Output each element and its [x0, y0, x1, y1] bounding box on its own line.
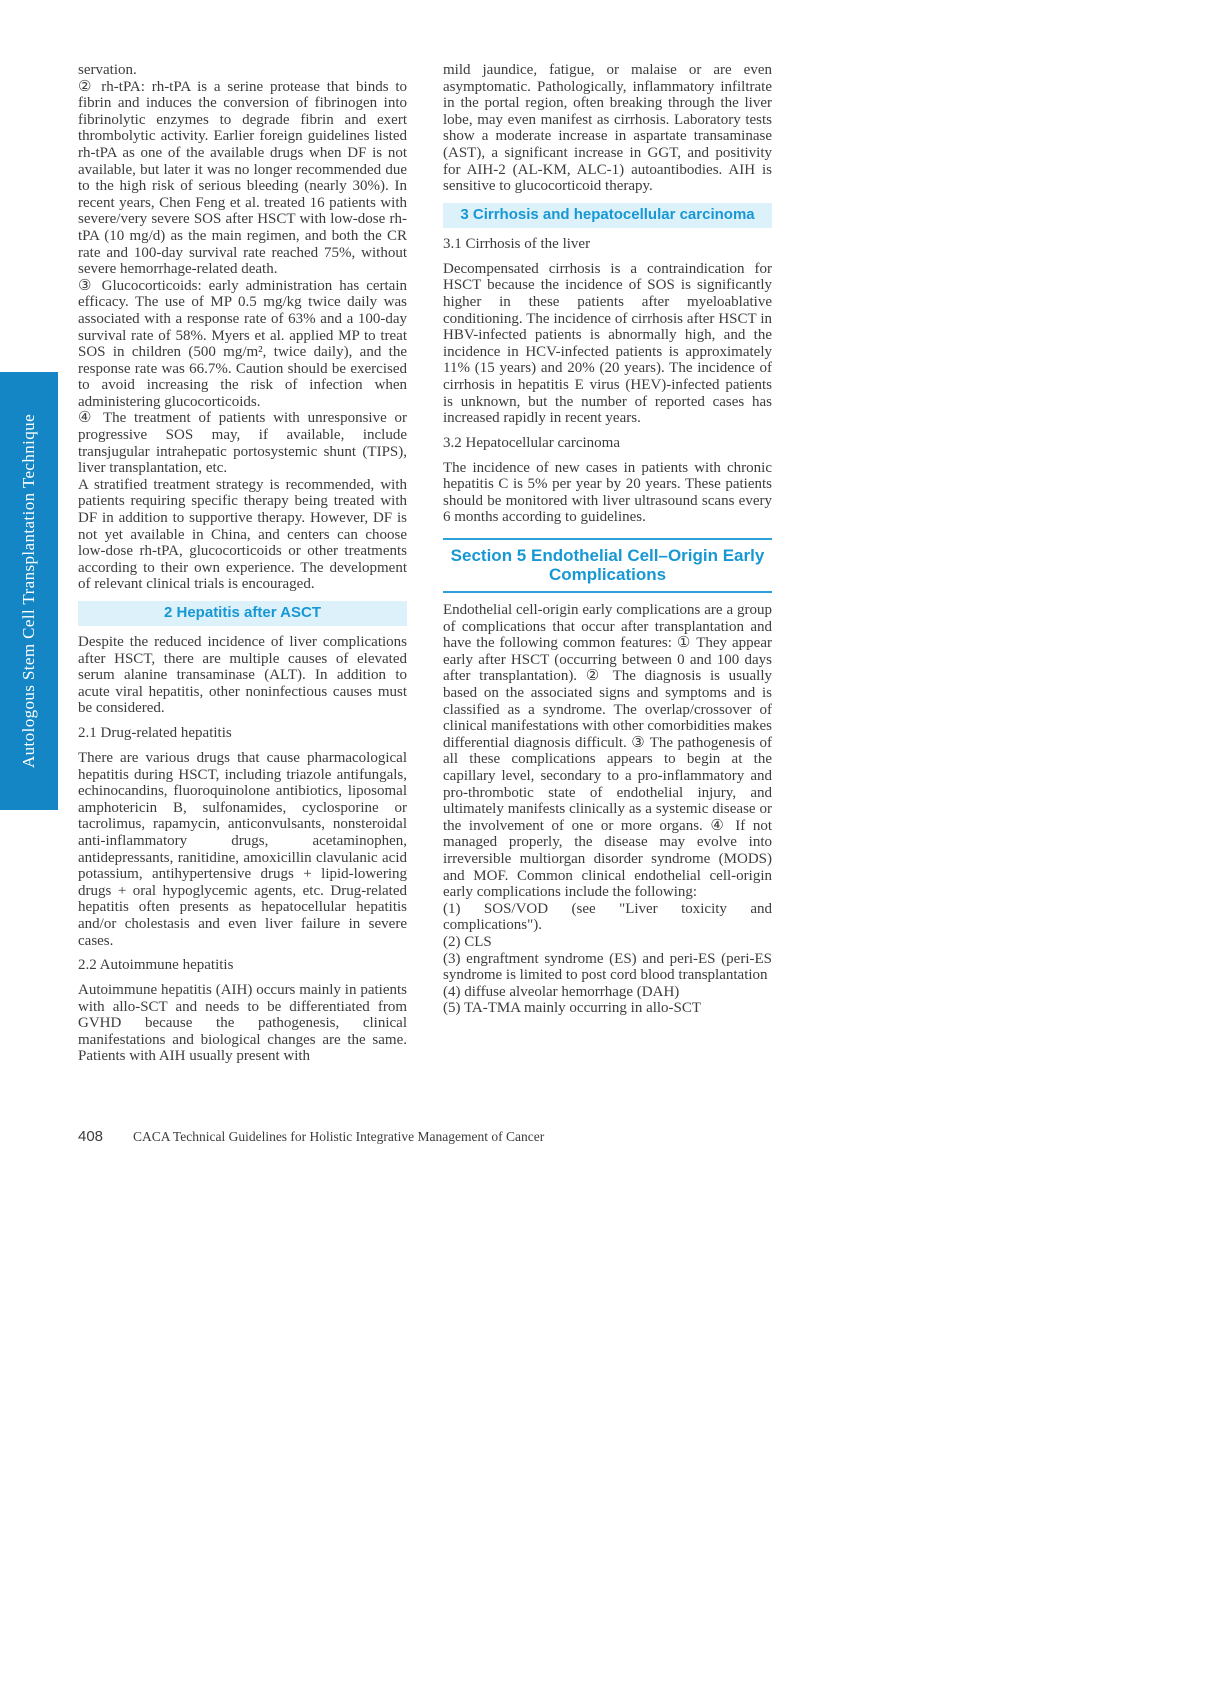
- body-paragraph: A stratified treatment strategy is recommended, with patients requiring specific therapy being treated with DF in addition to supportive therapy. However, DF is not yet available in China, and centers can choose low-dose rh-tPA, glucocorticoids or other treatments according to their own experience. The development of relevant clinical trials is encouraged.: [78, 476, 407, 593]
- body-paragraph: ④ The treatment of patients with unresponsive or progressive SOS may, if available, include transjugular intrahepatic portosystemic shunt (TIPS), liver transplantation, etc.: [78, 410, 407, 477]
- section-heading: 2 Hepatitis after ASCT: [78, 601, 407, 626]
- body-paragraph: ③ Glucocorticoids: early administration has certain efficacy. The use of MP 0.5 mg/kg twice daily was associated with a response rate of 63% and a 100-day survival rate of 58%. Myers et al. applied MP to treat SOS in children (500 mg/m², twice daily), and the response rate was 66.7%. Caution should be exercised to avoid increasing the risk of infection when administering glucocorticoids.: [78, 277, 407, 410]
- body-paragraph: The incidence of new cases in patients with chronic hepatitis C is 5% per year by 20 years. These patients should be monitored with liver ultrasound scans every 6 months according to guidelines.: [443, 459, 772, 526]
- left-column: [78, 62, 407, 1065]
- body-paragraph: (3) engraftment syndrome (ES) and peri-ES (peri-ES syndrome is limited to post cord blood transplantation: [443, 950, 772, 984]
- subsection-heading: 3.1 Cirrhosis of the liver: [443, 235, 591, 252]
- page-number: 408: [78, 1128, 104, 1145]
- body-paragraph: mild jaundice, fatigue, or malaise or are even asymptomatic. Pathologically, inflammatory infiltrate in the portal region, often breaking through the liver lobe, may even manifest as cirrhosis. Laboratory tests show a moderate increase in aspartate transaminase (AST), a significant increase in GGT, and positivity for AIH-2 (AL-KM, ALC-1) autoantibodies. AIH is sensitive to glucocorticoid therapy.: [443, 62, 772, 195]
- body-paragraph: Autoimmune hepatitis (AIH) occurs mainly in patients with allo-SCT and needs to be differentiated from GVHD because the pathogenesis, clinical manifestations and biological changes are the same. Patients with AIH usually present with: [78, 982, 407, 1065]
- subsection-heading: 3.2 Hepatocellular carcinoma: [443, 434, 620, 451]
- chapter-section-heading: Section 5 Endothelial Cell–Origin Early Complications: [443, 538, 772, 593]
- body-paragraph: ② rh-tPA: rh-tPA is a serine protease that binds to fibrin and induces the conversion of fibrinogen into fibrinolytic enzymes to degrade fibrin and exert thrombolytic activity. Earlier foreign guidelines listed rh-tPA as one of the available drugs when DF is not available, but later it was no longer recommended due to the high risk of serious bleeding (nearly 30%). In recent years, Chen Feng et al. treated 16 patients with severe/very severe SOS after HSCT with low-dose rh-tPA (10 mg/d) as the main regimen, and both the CR rate and 100-day survival rate reached 75%, without severe hemorrhage-related death.: [78, 78, 407, 278]
- body-paragraph: Despite the reduced incidence of liver complications after HSCT, there are multiple causes of elevated serum alanine transaminase (ALT). In addition to acute viral hepatitis, other noninfectious causes must be considered.: [78, 634, 407, 717]
- subsection-heading: 2.2 Autoimmune hepatitis: [78, 957, 234, 974]
- body-paragraph: (1) SOS/VOD (see "Liver toxicity and complications").: [443, 900, 772, 934]
- right-column: [443, 62, 772, 1017]
- body-paragraph: (5) TA-TMA mainly occurring in allo-SCT: [443, 1000, 702, 1017]
- body-paragraph: servation.: [78, 62, 137, 78]
- page-footer: [78, 1128, 772, 1145]
- body-paragraph: Decompensated cirrhosis is a contraindication for HSCT because the incidence of SOS is significantly higher in these patients after myeloablative conditioning. The incidence of cirrhosis after HSCT in HBV-infected patients is abnormally high, and the incidence in HCV-infected patients is approximately 11% (15 years) and 20% (20 years). The incidence of cirrhosis in hepatitis E virus (HEV)-infected patients is unknown, but the number of reported cases has increased rapidly in recent years.: [443, 260, 772, 427]
- chapter-sidebar-tab: [0, 372, 58, 810]
- body-paragraph: There are various drugs that cause pharmacological hepatitis during HSCT, including triazole antifungals, echinocandins, fluoroquinolone antibiotics, liposomal amphotericin B, sulfonamides, cyclosporine or tacrolimus, rapamycin, anticonvulsants, nonsteroidal anti-inflammatory drugs, acetaminophen, antidepressants, ranitidine, amoxicillin clavulanic acid potassium, antihypertensive drugs + lipid-lowering drugs + oral hypoglycemic agents, etc. Drug-related hepatitis often presents as hepatocellular hepatitis and/or cholestasis and even liver failure in severe cases.: [78, 749, 407, 949]
- chapter-sidebar-label: Autologous Stem Cell Transplantation Technique: [19, 413, 38, 769]
- body-paragraph: Endothelial cell-origin early complications are a group of complications that occur after transplantation and have the following common features: ① They appear early after HSCT (occurring between 0 and 100 days after transplantation). ② The diagnosis is usually based on the associated signs and symptoms and is classified as a syndrome. The overlap/crossover of clinical manifestations with other comorbidities makes differential diagnosis difficult. ③ The pathogenesis of all these complications appears to begin at the capillary level, secondary to a pro-inflammatory and pro-thrombotic state of endothelial injury, and ultimately manifests clinically as a systemic disease or the involvement of one or more organs. ④ If not managed properly, the disease may evolve into irreversible multiorgan disorder syndrome (MODS) and MOF. Common clinical endothelial cell-origin early complications include the following:: [443, 602, 772, 901]
- subsection-heading: 2.1 Drug-related hepatitis: [78, 724, 232, 741]
- body-paragraph: (2) CLS: [443, 933, 492, 950]
- body-paragraph: (4) diffuse alveolar hemorrhage (DAH): [443, 983, 680, 1000]
- section-heading: 3 Cirrhosis and hepatocellular carcinoma: [443, 203, 772, 228]
- book-title: CACA Technical Guidelines for Holistic Integrative Management of Cancer: [133, 1129, 545, 1144]
